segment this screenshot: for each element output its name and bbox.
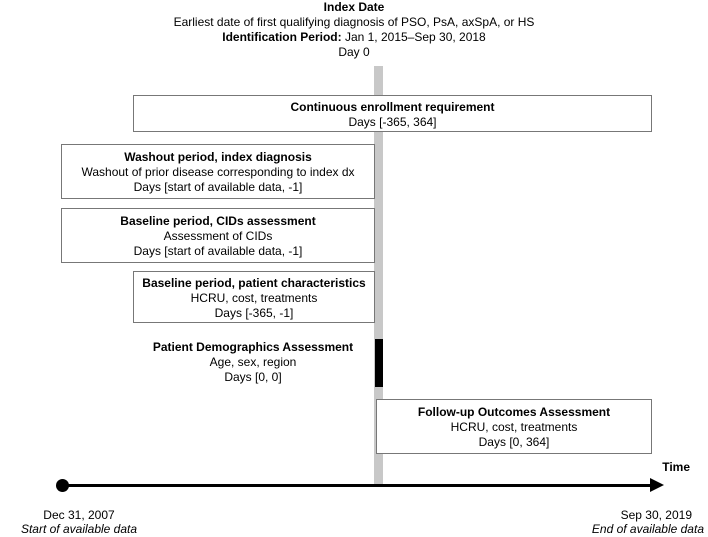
start-date-label	[4, 508, 154, 536]
day-zero-label: Day 0	[338, 45, 370, 59]
arrow-right-icon	[650, 478, 664, 492]
end-date-label	[556, 508, 704, 536]
end-date: Sep 30, 2019	[620, 508, 692, 522]
baseline-cid-description: Assessment of CIDs	[163, 229, 273, 243]
baseline-cid-title: Baseline period, CIDs assessment	[120, 214, 316, 228]
baseline-cid-days: Days [start of available data, -1]	[133, 244, 303, 258]
baseline-patient-days: Days [-365, -1]	[214, 306, 294, 320]
identification-period-label: Identification Period:	[222, 30, 342, 44]
index-date-definition: Earliest date of first qualifying diagnosis of PSO, PsA, axSpA, or HS	[173, 15, 535, 29]
index-date-header	[0, 0, 708, 60]
start-note: Start of available data	[20, 522, 138, 536]
washout-title: Washout period, index diagnosis	[124, 150, 312, 164]
followup-title: Follow-up Outcomes Assessment	[417, 405, 611, 419]
washout-days: Days [start of available data, -1]	[133, 180, 303, 194]
enrollment-box	[133, 95, 652, 132]
followup-box	[376, 399, 652, 454]
identification-period	[0, 30, 708, 45]
demographics-days: Days [0, 0]	[224, 370, 282, 384]
demographics-description: Age, sex, region	[209, 355, 297, 369]
time-axis-line	[62, 484, 652, 487]
enrollment-days: Days [-365, 364]	[348, 115, 437, 129]
end-note: End of available data	[591, 522, 704, 536]
axis-start-dot-icon	[56, 479, 69, 492]
washout-description: Washout of prior disease corresponding to index dx	[81, 165, 355, 179]
baseline-patient-box	[133, 271, 375, 323]
baseline-cid-box	[61, 208, 375, 263]
followup-days: Days [0, 364]	[478, 435, 550, 449]
demographics-title: Patient Demographics Assessment	[152, 340, 354, 354]
washout-box	[61, 144, 375, 199]
day-zero-marker	[375, 339, 383, 387]
followup-description: HCRU, cost, treatments	[450, 420, 578, 434]
baseline-patient-title: Baseline period, patient characteristics	[142, 276, 366, 290]
identification-period-range: Jan 1, 2015–Sep 30, 2018	[341, 30, 486, 44]
demographics-label	[133, 340, 373, 385]
time-axis-label: Time	[662, 460, 690, 474]
index-date-title: Index Date	[323, 0, 385, 14]
start-date: Dec 31, 2007	[43, 508, 115, 522]
enrollment-title: Continuous enrollment requirement	[290, 100, 495, 114]
baseline-patient-description: HCRU, cost, treatments	[190, 291, 318, 305]
